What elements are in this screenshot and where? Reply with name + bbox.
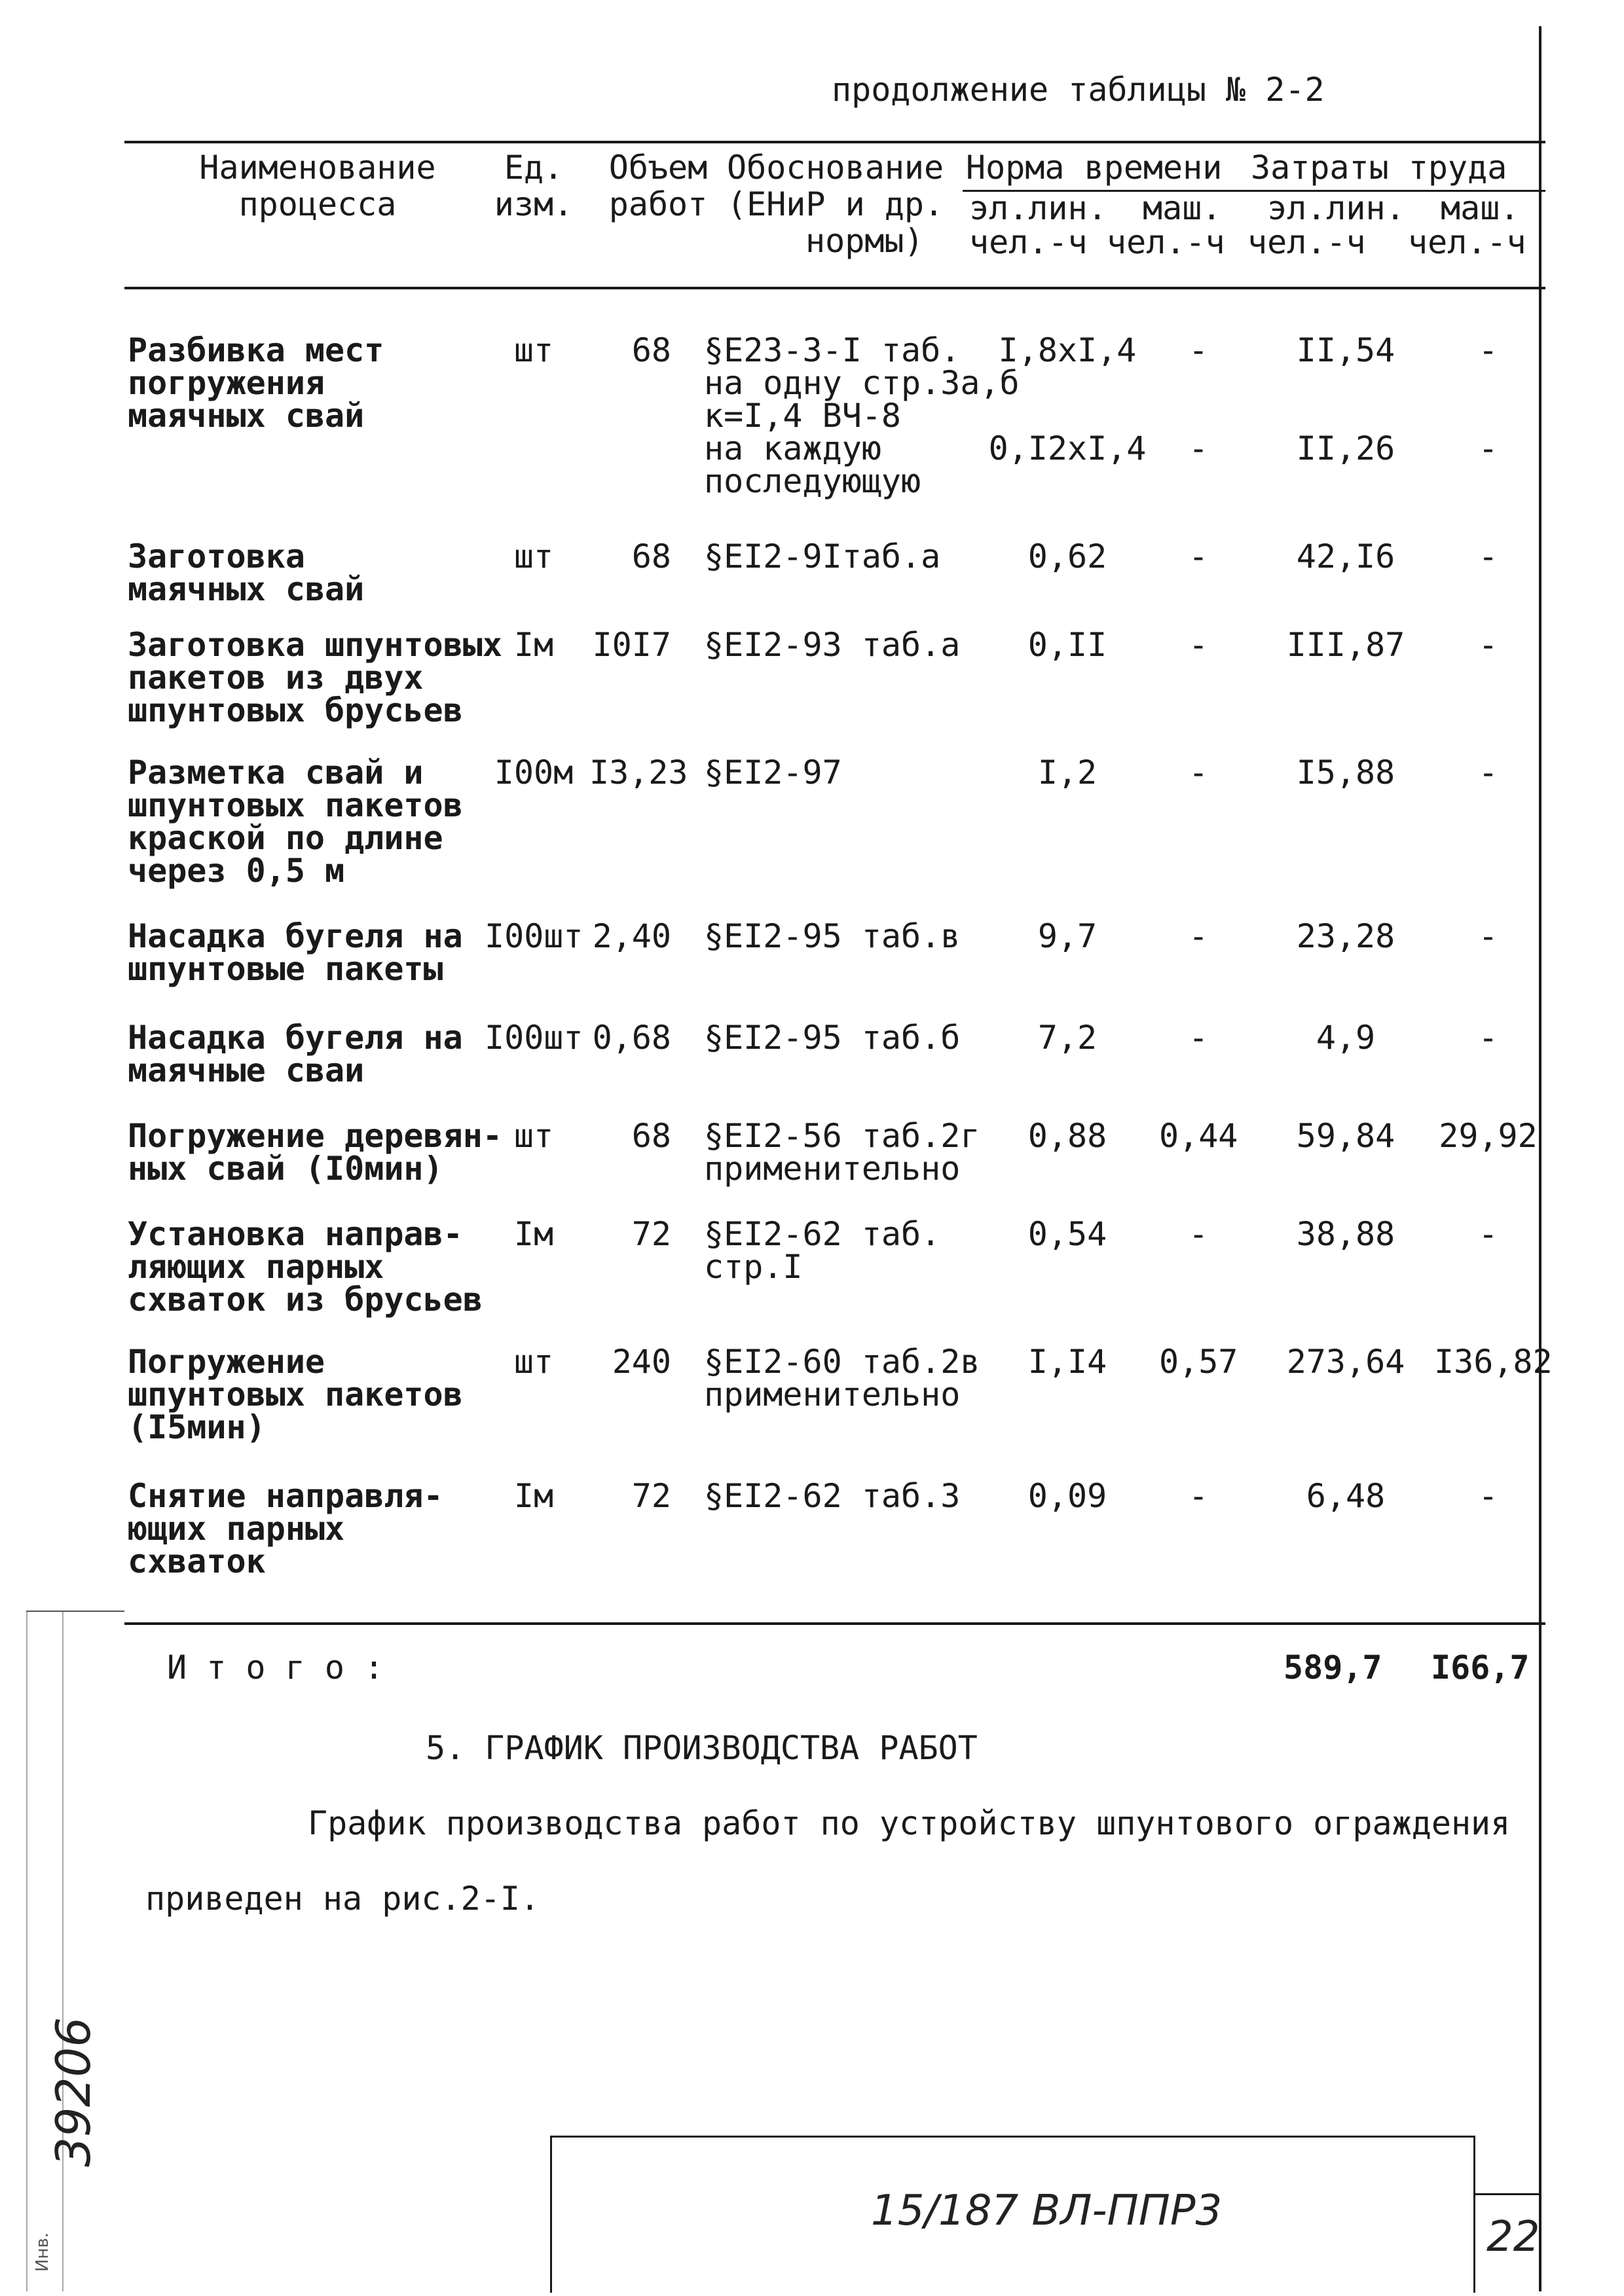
labor-m-cell: -: [1478, 1215, 1498, 1253]
process-name: пакетов из двух: [128, 659, 424, 697]
table-bottom-rule: [124, 1622, 1545, 1625]
inventory-label: Инв.: [33, 2232, 52, 2272]
process-name: Снятие направля-: [128, 1477, 443, 1515]
norm-m-cell: -: [1188, 429, 1209, 467]
basis-cell: §ЕI2-95 таб.в: [704, 917, 961, 955]
norm-m-cell: -: [1188, 1215, 1209, 1253]
labor-el-unit: чел.-ч: [1247, 223, 1366, 261]
norm-el-cell: 0,II: [1027, 626, 1107, 664]
process-name: маячные сваи: [128, 1051, 365, 1089]
process-name: ных свай (I0мин): [128, 1150, 443, 1188]
labor-m-cell: I36,82: [1434, 1343, 1553, 1381]
labor-el-cell: 273,64: [1286, 1343, 1405, 1381]
basis-cell: §ЕI2-62 таб.: [704, 1215, 941, 1253]
basis-cell: §ЕI2-60 таб.2в: [704, 1343, 980, 1381]
labor-m-cell: -: [1478, 626, 1498, 664]
labor-m-cell: -: [1478, 1019, 1498, 1057]
process-name: ющих парных: [128, 1510, 345, 1548]
labor-m-cell: 29,92: [1439, 1117, 1538, 1155]
labor-el-sub: эл.лин.: [1267, 189, 1405, 227]
unit-cell: I00м: [494, 754, 574, 792]
labor-el-cell: II,54: [1296, 331, 1395, 369]
basis-cell: §ЕI2-95 таб.б: [704, 1019, 961, 1057]
labor-el-cell: 6,48: [1306, 1477, 1386, 1515]
labor-m-unit: чел.-ч: [1408, 223, 1526, 261]
norm-el-unit: чел.-ч: [969, 223, 1088, 261]
labor-m-cell: -: [1478, 917, 1498, 955]
unit-cell: Iм: [513, 1215, 554, 1253]
norm-m-cell: -: [1188, 1477, 1209, 1515]
table-top-rule: [124, 141, 1545, 143]
norm-m-unit: чел.-ч: [1107, 223, 1225, 261]
norm-m-cell: -: [1188, 626, 1209, 664]
volume-cell: 68: [631, 331, 671, 369]
process-name: Погружение: [128, 1343, 325, 1381]
doc-code: 15/187 ВЛ-ППР3: [871, 2187, 1223, 2235]
labor-m-cell: -: [1478, 754, 1498, 792]
labor-m-cell: -: [1478, 331, 1498, 369]
labor-header: Затраты труда: [1251, 149, 1507, 187]
volume-cell: 2,40: [592, 917, 671, 955]
norm-m-cell: 0,44: [1159, 1117, 1238, 1155]
volume-cell: 240: [612, 1343, 671, 1381]
norm-el-cell: 0,88: [1027, 1117, 1107, 1155]
unit-cell: шт: [513, 538, 554, 575]
volume-cell: 68: [631, 1117, 671, 1155]
norm-m-cell: -: [1188, 331, 1209, 369]
process-name: Разметка свай и: [128, 754, 424, 792]
col-basis-header: Обоснование (ЕНиР и др. нормы): [727, 149, 944, 260]
norm-m-cell: 0,57: [1159, 1343, 1238, 1381]
col-volume-header: Объем работ: [608, 149, 708, 223]
process-name: шпунтовых пакетов: [128, 1376, 463, 1413]
labor-el-cell: 4,9: [1316, 1019, 1376, 1057]
basis-cell: §Е23-3-I таб.: [704, 331, 961, 369]
labor-el-cell: 38,88: [1296, 1215, 1395, 1253]
process-name: Заготовка: [128, 538, 305, 575]
process-name: Насадка бугеля на: [128, 1019, 463, 1057]
volume-cell: 68: [631, 538, 671, 575]
basis-cell: к=I,4 ВЧ-8: [704, 397, 902, 435]
process-name: (I5мин): [128, 1408, 266, 1446]
unit-cell: Iм: [513, 1477, 554, 1515]
binding-strip-line: [26, 1611, 28, 2291]
process-name: погружения: [128, 364, 325, 402]
basis-cell: стр.I: [704, 1248, 803, 1286]
unit-cell: шт: [513, 1117, 554, 1155]
section-text-line2: приведен на рис.2-I.: [145, 1880, 540, 1918]
basis-cell: на одну стр.3а,б: [704, 364, 1020, 402]
norm-m-cell: -: [1188, 538, 1209, 575]
norm-el-cell: 0,54: [1027, 1215, 1107, 1253]
process-name: ляющих парных: [128, 1248, 384, 1286]
labor-el-cell: I5,88: [1296, 754, 1395, 792]
stamp-frame-top: [550, 2136, 1473, 2138]
basis-cell: применительно: [704, 1376, 961, 1413]
norm-el-cell: I,I4: [1027, 1343, 1107, 1381]
norm-el-cell: 0,I2хI,4: [988, 429, 1147, 467]
volume-cell: I0I7: [592, 626, 671, 664]
labor-el-cell: 59,84: [1296, 1117, 1395, 1155]
volume-cell: 0,68: [592, 1019, 671, 1057]
basis-cell: §ЕI2-97: [704, 754, 842, 792]
unit-cell: Iм: [513, 626, 554, 664]
process-name: маячных свай: [128, 570, 365, 608]
labor-el-cell: II,26: [1296, 429, 1395, 467]
col-unit-header: Ед. изм.: [494, 149, 574, 223]
process-name: через 0,5 м: [128, 852, 345, 890]
process-name: шпунтовых брусьев: [128, 691, 463, 729]
labor-el-cell: III,87: [1286, 626, 1405, 664]
labor-m-sub: маш.: [1441, 189, 1520, 227]
stamp-frame-left: [550, 2136, 552, 2293]
norm-m-sub: маш.: [1143, 189, 1222, 227]
norm-el-cell: 9,7: [1037, 917, 1098, 955]
process-name: краской по длине: [128, 819, 443, 857]
norm-el-cell: 0,62: [1027, 538, 1107, 575]
binding-strip-line-2: [62, 1611, 64, 2291]
process-name: схваток: [128, 1542, 266, 1580]
basis-cell: §ЕI2-93 таб.а: [704, 626, 961, 664]
basis-cell: §ЕI2-62 таб.3: [704, 1477, 961, 1515]
labor-m-cell: -: [1478, 1477, 1498, 1515]
total-labor-m: I66,7: [1431, 1649, 1530, 1686]
total-label: И т о г о :: [167, 1649, 384, 1686]
section-title: 5. ГРАФИК ПРОИЗВОДСТВА РАБОТ: [426, 1729, 978, 1767]
basis-cell: §ЕI2-9Iтаб.а: [704, 538, 941, 575]
labor-m-cell: -: [1478, 538, 1498, 575]
norm-el-cell: I,8хI,4: [998, 331, 1137, 369]
inventory-number: 39206: [46, 2016, 101, 2167]
process-name: Насадка бугеля на: [128, 917, 463, 955]
process-name: Погружение деревян-: [128, 1117, 502, 1155]
volume-cell: 72: [631, 1477, 671, 1515]
basis-cell: применительно: [704, 1150, 961, 1188]
norm-el-cell: I,2: [1037, 754, 1098, 792]
norm-el-sub: эл.лин.: [969, 189, 1107, 227]
norm-el-cell: 7,2: [1037, 1019, 1098, 1057]
labor-m-cell: -: [1478, 429, 1498, 467]
stamp-sheet-top: [1473, 2193, 1539, 2195]
labor-el-cell: 23,28: [1296, 917, 1395, 955]
process-name: Установка направ-: [128, 1215, 463, 1253]
process-name: шпунтовых пакетов: [128, 786, 463, 824]
norm-m-cell: -: [1188, 1019, 1209, 1057]
norm-m-cell: -: [1188, 917, 1209, 955]
labor-el-cell: 42,I6: [1296, 538, 1395, 575]
norm-m-cell: -: [1188, 754, 1209, 792]
col-name-header: Наименование процесса: [199, 149, 436, 223]
norm-el-cell: 0,09: [1027, 1477, 1107, 1515]
process-name: Разбивка мест: [128, 331, 384, 369]
process-name: схваток из брусьев: [128, 1281, 483, 1319]
unit-cell: шт: [513, 1343, 554, 1381]
total-labor-el: 589,7: [1283, 1649, 1382, 1686]
sheet-number: 22: [1486, 2213, 1540, 2261]
process-name: Заготовка шпунтовых: [128, 626, 502, 664]
volume-cell: 72: [631, 1215, 671, 1253]
stamp-sheet-divider: [1473, 2136, 1475, 2293]
process-name: маячных свай: [128, 397, 365, 435]
header-bottom-rule: [124, 287, 1545, 289]
unit-cell: шт: [513, 331, 554, 369]
volume-cell: I3,23: [589, 754, 688, 792]
basis-cell: §ЕI2-56 таб.2г: [704, 1117, 980, 1155]
process-name: шпунтовые пакеты: [128, 950, 443, 988]
continuation-title: продолжение таблицы № 2-2: [832, 71, 1325, 109]
basis-cell: на каждую: [704, 429, 881, 467]
unit-cell: I00шт: [485, 1019, 583, 1057]
binding-strip-top: [26, 1611, 124, 1612]
unit-cell: I00шт: [485, 917, 583, 955]
basis-cell: последующую: [704, 462, 921, 500]
time-norm-header: Норма времени: [966, 149, 1223, 187]
section-text-line1: График производства работ по устройству шпунтового ограждения: [308, 1804, 1511, 1842]
